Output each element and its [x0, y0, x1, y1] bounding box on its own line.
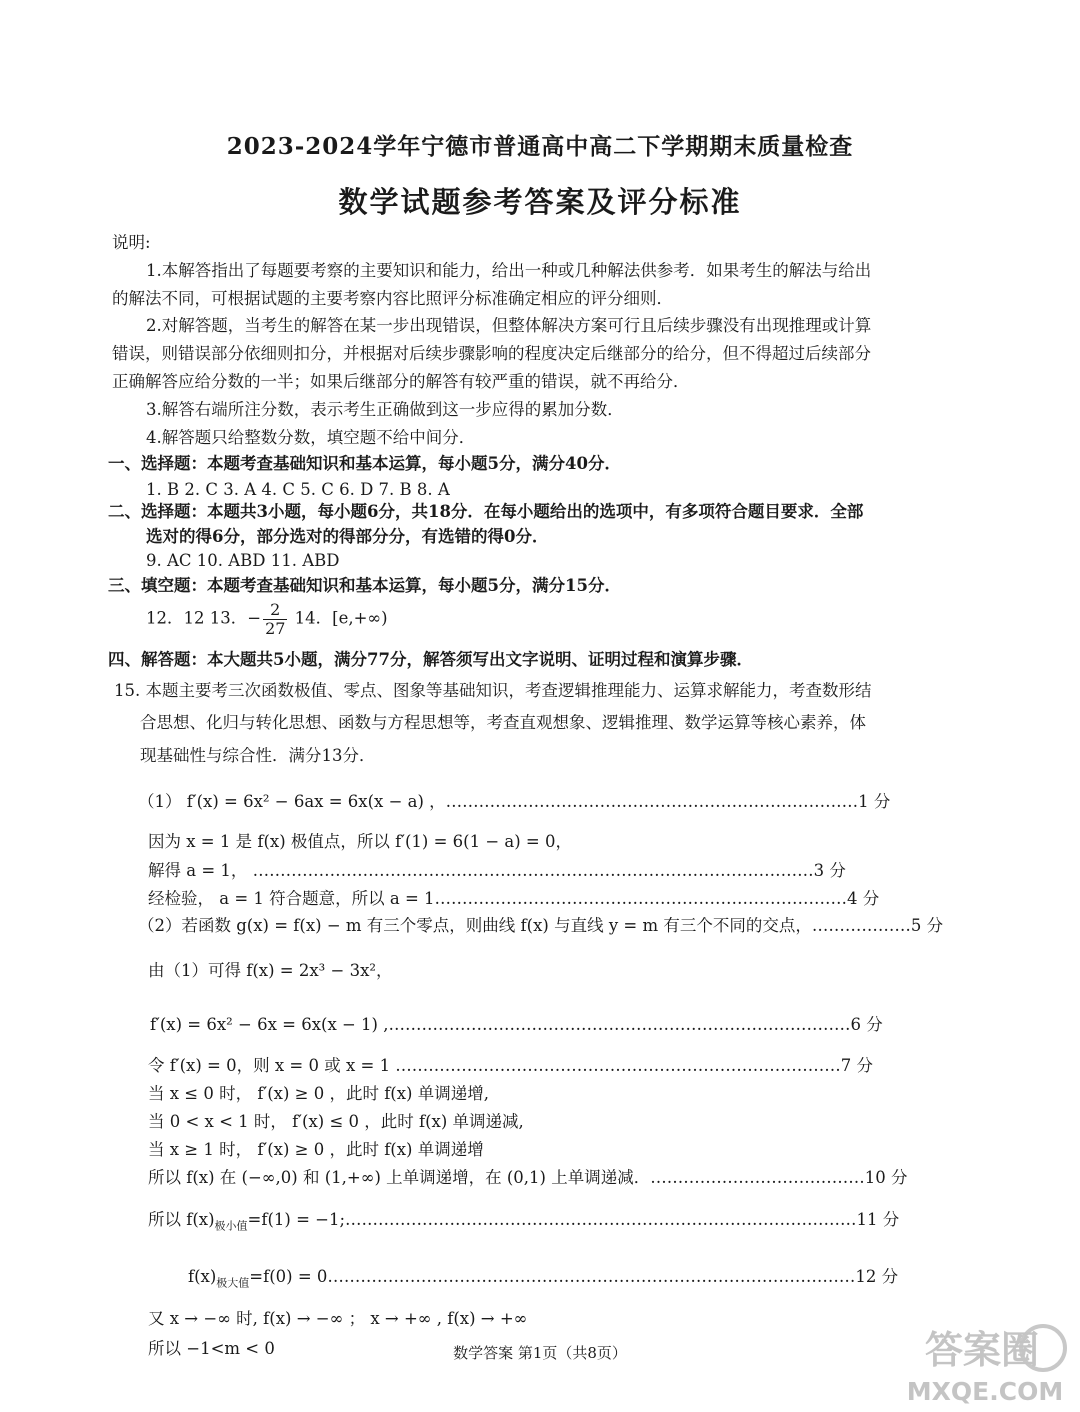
note-2-line-b: 错误，则错误部分依细则扣分，并根据对后续步骤影响的程度决定后继部分的给分，但不得超过后续部分	[112, 344, 871, 363]
section-1-answers: 1. B 2. C 3. A 4. C 5. C 6. D 7. B 8. A	[146, 480, 450, 499]
local-max-label: f(x)	[188, 1267, 217, 1286]
section-2-heading-a: 二、选择题：本题共3小题，每小题6分，共18分．在每小题给出的选项中，有多项符合题目要求．全部	[108, 502, 864, 521]
watermark-url: MXQE.COM	[906, 1377, 1064, 1406]
q15-step-3: 解得 a = 1， …………………………………………………………………………………………3 分	[148, 861, 846, 880]
local-min-value: =f(1) = −1;…………………………………………………………………………………11 分	[247, 1210, 900, 1229]
q15-intro-c: 现基础性与综合性．满分13分．	[140, 746, 376, 765]
q15-step-2: 因为 x = 1 是 f(x) 极值点，所以 f′(1) = 6(1 − a) = 0，	[148, 832, 573, 851]
note-1-line-a: 1.本解答指出了每题要考察的主要知识和能力，给出一种或几种解法供参考．如果考生的解法与给出	[146, 261, 872, 280]
answer-12-13: 12．12 13．−	[146, 608, 262, 628]
q15-step-6: 由（1）可得 f(x) = 2x³ − 3x²，	[148, 961, 393, 980]
note-2-line-c: 正确解答应给分数的一半；如果后继部分的解答有较严重的错误，就不再给分．	[112, 372, 690, 391]
q15-step-1: （1） f′(x) = 6x² − 6ax = 6x(x − a) ，…………………………………………………………………1 分	[138, 792, 891, 811]
section-1-heading: 一、选择题：本题考查基础知识和基本运算，每小题5分，满分40分．	[108, 454, 621, 473]
q15-step-16: 所以 −1<m < 0	[148, 1339, 275, 1358]
local-min-subscript: 极小值	[214, 1219, 248, 1233]
note-1-line-b: 的解法不同，可根据试题的主要考察内容比照评分标准确定相应的评分细则．	[112, 289, 673, 308]
section-3-answers	[146, 601, 388, 637]
q15-intro-b: 合思想、化归与转化思想、函数与方程思想等，考查直观想象、逻辑推理、数学运算等核心素养，体	[140, 713, 866, 732]
q15-intro-a: 15. 本题主要考三次函数极值、零点、图象等基础知识，考查逻辑推理能力、运算求解能力，考查数形结	[114, 681, 872, 700]
q15-step-8: 令 f′(x) = 0，则 x = 0 或 x = 1 ………………………………………………………………………7 分	[148, 1056, 874, 1075]
q15-step-7: f′(x) = 6x² − 6x = 6x(x − 1) ,…………………………………………………………………………6 分	[150, 1015, 883, 1034]
document-title: 2023-2024学年宁德市普通高中高二下学期期末质量检查	[226, 133, 854, 160]
q15-step-9: 当 x ≤ 0 时， f′(x) ≥ 0 ，此时 f(x) 单调递增,	[148, 1084, 489, 1103]
fraction-denominator: 27	[265, 618, 286, 638]
local-max-value: =f(0) = 0……………………………………………………………………………………12 分	[249, 1267, 899, 1286]
q15-step-12: 所以 f(x) 在 (−∞,0) 和 (1,+∞) 上单调递增，在 (0,1) 上单调递减．…………………………………10 分	[148, 1168, 908, 1187]
notes-heading: 说明:	[112, 233, 151, 252]
answer-13-fraction	[263, 601, 287, 637]
section-4-heading: 四、解答题：本大题共5小题，满分77分，解答须写出文字说明、证明过程和演算步骤．	[108, 650, 753, 669]
watermark-logo-text: 答案圈	[924, 1328, 1040, 1372]
q15-step-11: 当 x ≥ 1 时， f′(x) ≥ 0 ，此时 f(x) 单调递增	[148, 1140, 484, 1159]
fraction-numerator: 2	[263, 601, 287, 620]
page-footer: 数学答案 第1页（共8页）	[453, 1344, 627, 1362]
watermark-logo	[900, 1318, 1070, 1408]
section-3-heading: 三、填空题：本题考查基础知识和基本运算，每小题5分，满分15分．	[108, 576, 621, 595]
q15-step-14	[188, 1269, 898, 1288]
q15-step-10: 当 0 < x < 1 时， f′(x) ≤ 0 ，此时 f(x) 单调递减,	[148, 1112, 524, 1131]
q15-step-13	[148, 1212, 899, 1231]
section-2-heading-b: 选对的得6分，部分选对的得部分分，有选错的得0分．	[146, 527, 549, 546]
note-3: 3.解答右端所注分数，表示考生正确做到这一步应得的累加分数．	[146, 400, 624, 419]
local-min-label: 所以 f(x)	[148, 1210, 215, 1229]
answer-14: 14．[e,+∞)	[289, 608, 388, 628]
q15-step-5: （2）若函数 g(x) = f(x) − m 有三个零点，则曲线 f(x) 与直线 y = m 有三个不同的交点，………………5 分	[138, 916, 944, 935]
q15-step-15: 又 x → −∞ 时, f(x) → −∞ ； x → +∞ , f(x) → +∞	[148, 1309, 528, 1328]
note-2-line-a: 2.对解答题，当考生的解答在某一步出现错误，但整体解决方案可行且后续步骤没有出现推理或计算	[146, 316, 872, 335]
local-max-subscript: 极大值	[216, 1276, 250, 1290]
q15-step-4: 经检验， a = 1 符合题意，所以 a = 1…………………………………………………………………4 分	[148, 889, 880, 908]
document-subtitle: 数学试题参考答案及评分标准	[338, 185, 742, 219]
note-4: 4.解答题只给整数分数，填空题不给中间分．	[146, 428, 476, 447]
section-2-answers: 9. AC 10. ABD 11. ABD	[146, 551, 340, 570]
